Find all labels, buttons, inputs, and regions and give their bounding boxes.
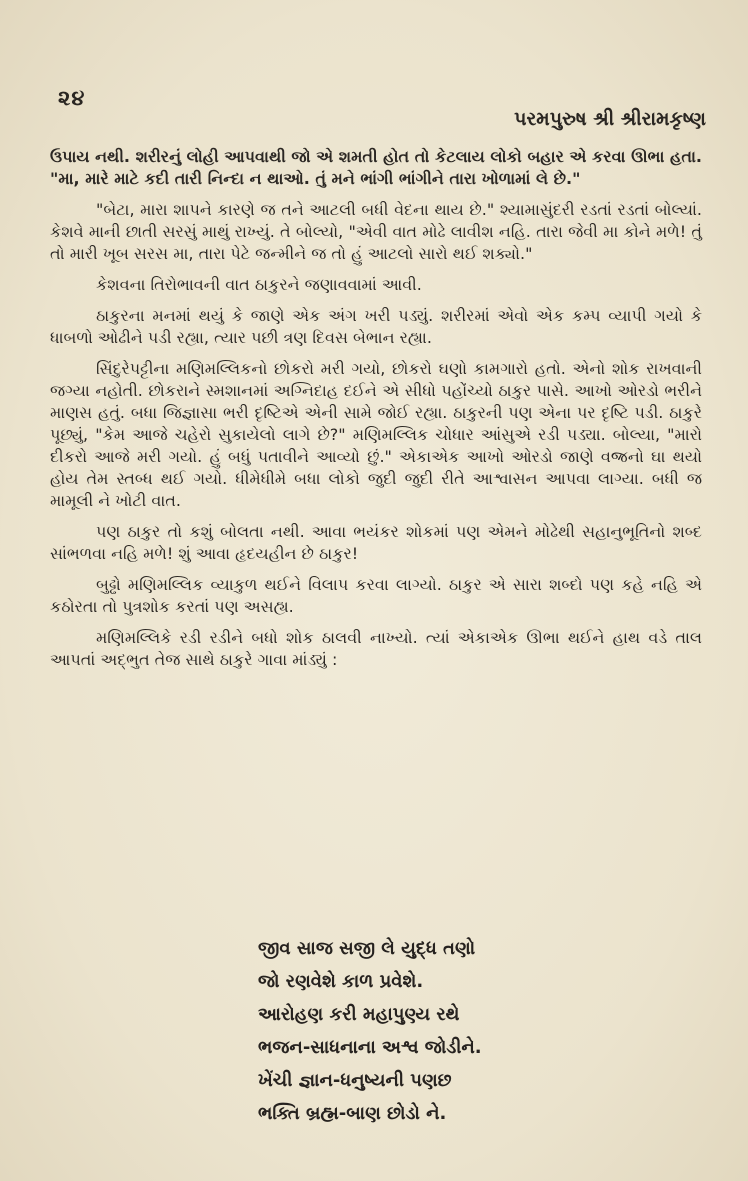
paragraph: "બેટા, મારા શાપને કારણે જ તને આટલી બધી વેદના થાય છે." શ્યામાસુંદરી રડતાં રડતાં બોલ્યાં. કેશવે માની છાતી સરસું માથું રાખ્યું. તે બોલ્યો, "એવી વાત મોઢે લાવીશ નહિ. તારા જેવી મા કોને મળે! તું તો મારી ખૂબ સરસ મા, તારા પેટે જન્મીને જ તો હું આટલો સારો થઈ શક્યો."	[50, 200, 702, 263]
page-number: ૨૪	[58, 86, 86, 110]
verse-line: ભક્તિ બ્રહ્મ-બાણ છોડો ને.	[258, 1103, 447, 1124]
paragraph: બુઢ્ઢો મણિમલ્લિક વ્યાકુળ થઈને વિલાપ કરવા લાગ્યો. ઠાકુર એ સારા શબ્દો પણ કહે નહિ એ કઠોરતા તો પુત્રશોક કરતાં પણ અસહ્ય.	[50, 575, 702, 616]
paragraph-continuation: ઉપાય નથી. શરીરનું લોહી આપવાથી જો એ શમતી હોત તો કેટલાય લોકો બહાર એ કરવા ઊભા હતા. "મા, મારે માટે કદી તારી નિન્દા ન થાઓ. તું મને ભાંગી ભાંગીને તારા ખોળામાં લે છે."	[50, 147, 702, 188]
body-text	[50, 146, 702, 680]
verse-line: જીવ સાજ સજી લે યુદ્ધ તણો	[258, 938, 476, 959]
song-verse	[258, 932, 482, 1130]
paragraph: મણિમલ્લિકે રડી રડીને બધો શોક ઠાલવી નાખ્યો. ત્યાં એકાએક ઊભા થઈને હાથ વડે તાલ આપતાં અદ્ભુત તેજ સાથે ઠાકુરે ગાવા માંડ્યું :	[50, 628, 702, 669]
verse-line: ભજન-સાધનાના અશ્વ જોડીને.	[258, 1037, 482, 1058]
verse-line: જો રણવેશે કાળ પ્રવેશે.	[258, 971, 424, 992]
running-head-title: પરમપુરુષ શ્રી શ્રીરામકૃષ્ણ	[514, 108, 706, 130]
verse-line: આરોહણ કરી મહાપુણ્ય રથે	[258, 1004, 460, 1025]
paragraph: પણ ઠાકુર તો કશું બોલતા નથી. આવા ભયંકર શોકમાં પણ એમને મોઢેથી સહાનુભૂતિનો શબ્દ સાંભળવા નહિ મળે! શું આવા હૃદયહીન છે ઠાકુર!	[50, 522, 702, 563]
paragraph: કેશવના તિરોભાવની વાત ઠાકુરને જણાવવામાં આવી.	[96, 275, 422, 294]
verse-line: ખેંચી જ્ઞાન-ધનુષ્યની પણછ	[258, 1070, 452, 1091]
paragraph: ઠાકુરના મનમાં થયું કે જાણે એક અંગ ખરી પડ્યું. શરીરમાં એવો એક કમ્પ વ્યાપી ગયો કે ધાબળો ઓઢીને પડી રહ્યા, ત્યાર પછી ત્રણ દિવસ બેભાન રહ્યા.	[50, 306, 702, 347]
paragraph: સિંદુરેપટ્ટીના મણિમલ્લિકનો છોકરો મરી ગયો, છોકરો ઘણો કામગારો હતો. એનો શોક રાખવાની જગ્યા નહોતી. છોકરાને સ્મશાનમાં અગ્નિદાહ દઈને એ સીધો પહોંચ્યો ઠાકુર પાસે. આખો ઓરડો ભરીને માણસ હતું. બધા જિજ્ઞાસા ભરી દૃષ્ટિએ એની સામે જોઈ રહ્યા. ઠાકુરની પણ એના પર દૃષ્ટિ પડી. ઠાકુરે પૂછ્યું, "કેમ આજે ચહેરો સુકાયેલો લાગે છે?" મણિમલ્લિક ચોધાર આંસુએ રડી પડ્યા. બોલ્યા, "મારો દીકરો આજે મરી ગયો. હું બધું પતાવીને આવ્યો છું." એકાએક આખો ઓરડો જાણે વજ્રનો ઘા થયો હોય તેમ સ્તબ્ધ થઈ ગયો. ધીમેધીમે બધા લોકો જુદી જુદી રીતે આશ્વાસન આપવા લાગ્યા. બધી જ મામૂલી ને ખોટી વાત.	[50, 359, 702, 510]
